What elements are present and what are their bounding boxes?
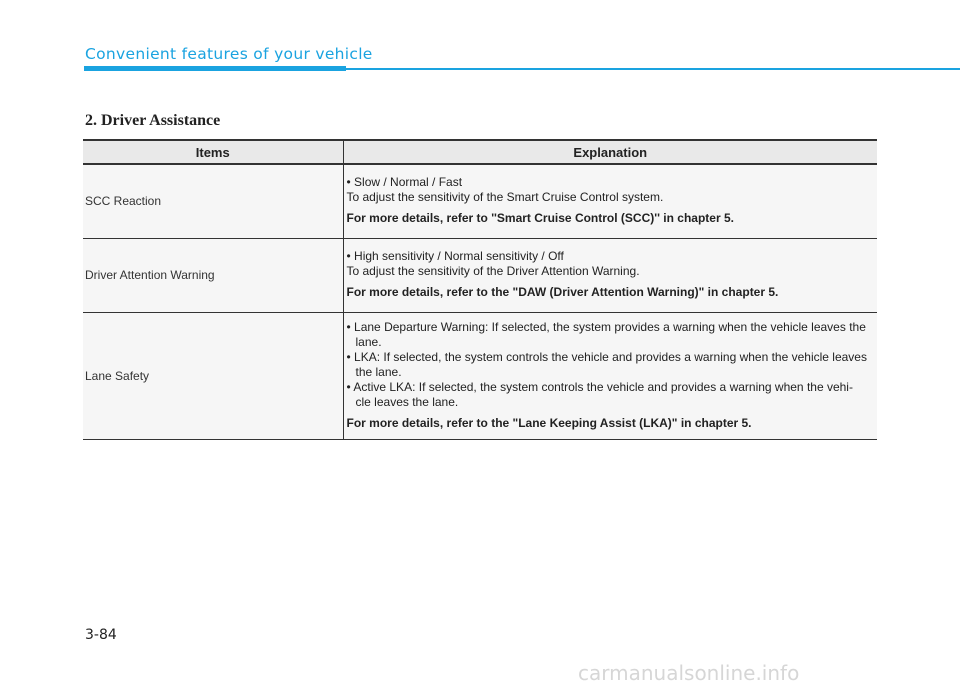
item-cell: Lane Safety bbox=[83, 313, 343, 440]
reference-note: For more details, refer to ''Smart Cruise Control (SCC)'' in chapter 5. bbox=[346, 211, 734, 225]
page-number: 3-84 bbox=[85, 627, 117, 643]
table-header-row bbox=[83, 140, 877, 164]
chapter-header-title: Convenient features of your vehicle bbox=[85, 45, 373, 63]
explanation-text: To adjust the sensitivity of the Driver Attention Warning. bbox=[346, 264, 640, 278]
site-watermark: carmanualsonline.info bbox=[578, 661, 800, 685]
reference-note: For more details, refer to the "Lane Keeping Assist (LKA)" in chapter 5. bbox=[346, 415, 752, 430]
option-bullet: • High sensitivity / Normal sensitivity / Off bbox=[346, 249, 564, 263]
item-cell: Driver Attention Warning bbox=[83, 239, 343, 313]
header-accent-bar bbox=[84, 66, 346, 71]
header-rule-line bbox=[346, 68, 960, 70]
table-row-scc-reaction bbox=[83, 164, 877, 239]
explanation-cell bbox=[343, 313, 877, 440]
table-row-lane-safety bbox=[83, 313, 877, 440]
option-bullet: • Slow / Normal / Fast bbox=[346, 175, 463, 189]
option-bullet: • Active LKA: If selected, the system controls the vehicle and provides a warning when the vehi- cle leaves the lane. bbox=[346, 379, 853, 409]
option-bullet: • LKA: If selected, the system controls the vehicle and provides a warning when the vehicle leaves the lane. bbox=[346, 349, 867, 379]
explanation-cell bbox=[343, 239, 877, 313]
column-header-items: Items bbox=[83, 140, 343, 164]
option-bullet: • Lane Departure Warning: If selected, the system provides a warning when the vehicle leaves the lane. bbox=[346, 319, 866, 349]
section-heading: 2. Driver Assistance bbox=[85, 112, 221, 129]
reference-note: For more details, refer to the "DAW (Driver Attention Warning)" in chapter 5. bbox=[346, 285, 779, 299]
driver-assistance-table bbox=[83, 139, 877, 440]
item-cell: SCC Reaction bbox=[83, 164, 343, 239]
explanation-text: To adjust the sensitivity of the Smart Cruise Control system. bbox=[346, 190, 664, 204]
table-row-driver-attention-warning bbox=[83, 239, 877, 313]
explanation-cell bbox=[343, 164, 877, 239]
column-header-explanation: Explanation bbox=[343, 140, 877, 164]
